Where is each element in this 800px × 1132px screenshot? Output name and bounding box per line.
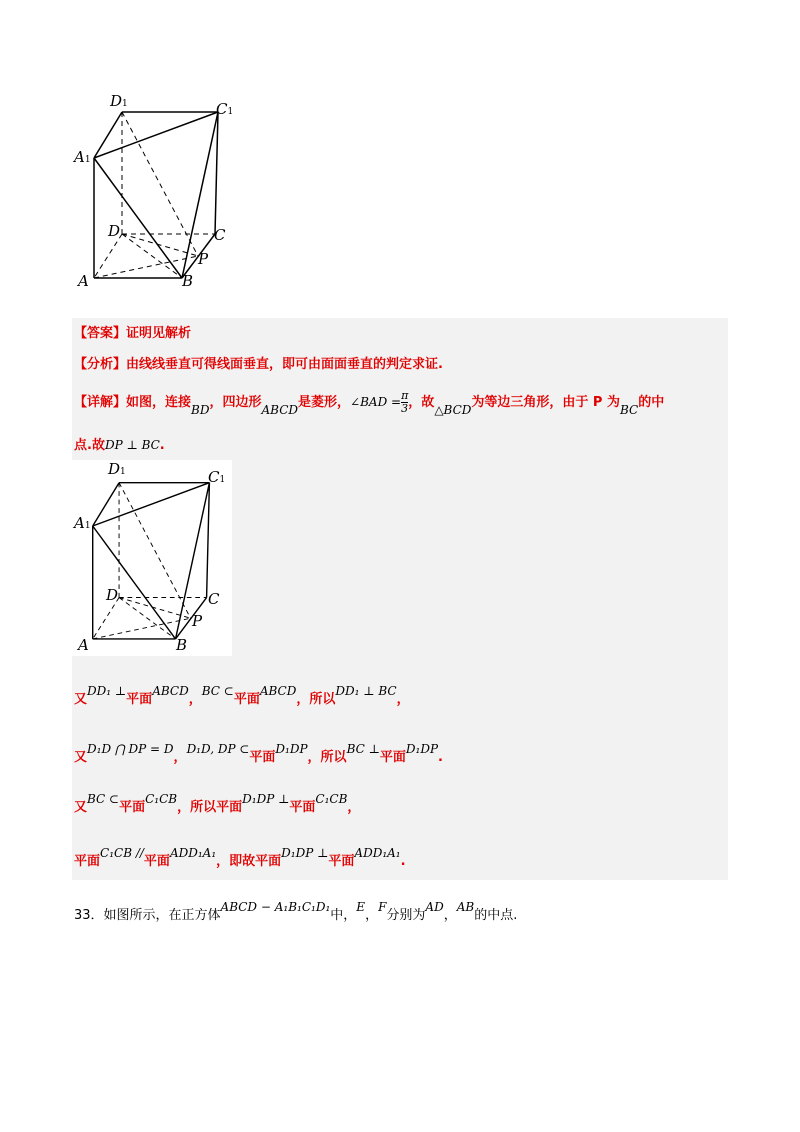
label-C1: C1 <box>208 468 226 486</box>
prism-diagram <box>72 460 232 656</box>
detail-text: 如图，连接 <box>126 395 192 410</box>
math-AB: AB <box>456 900 475 914</box>
answer-tag: 【答案】 <box>74 326 127 341</box>
detail-text: 的中 <box>638 395 665 410</box>
proof-line-3: 又BC ⊂平面C₁CB，所以平面D₁DP ⊥平面C₁CB， <box>74 792 361 815</box>
proof-line-1: 又DD₁ ⊥平面ABCD，BC ⊂平面ABCD，所以DD₁ ⊥ BC， <box>74 684 410 707</box>
math-fraction: $\frac{\pi}{3}$ <box>401 389 409 415</box>
label-D: D <box>108 222 121 240</box>
math-AD: AD <box>425 900 444 914</box>
math-E: E <box>356 900 366 914</box>
label-C1: C1 <box>216 100 234 118</box>
question-text: 33．如图所示，在正方体 <box>74 908 221 923</box>
detail-tag: 【详解】 <box>74 395 127 410</box>
analysis-tag: 【分析】 <box>74 357 127 372</box>
analysis-line <box>74 353 443 372</box>
prism-figure-answer <box>72 460 232 656</box>
label-D1: D1 <box>110 92 128 110</box>
label-A1: A1 <box>74 514 91 532</box>
detail-line-2 <box>74 434 165 453</box>
proof-line-2: 又D₁D ⋂ DP = D，D₁D, DP ⊂平面D₁DP，所以BC ⊥平面D₁DP. <box>74 742 443 765</box>
analysis-text: 由线线垂直可得线面垂直，即可由面面垂直的判定求证. <box>126 357 443 372</box>
math-BD: BD <box>191 403 210 417</box>
math-angle: ∠BAD = <box>350 395 402 409</box>
detail-line-1 <box>74 390 664 415</box>
label-A: A <box>78 272 89 290</box>
label-C: C <box>214 226 226 244</box>
math-F: F <box>378 900 387 914</box>
prism-diagram <box>72 92 242 292</box>
label-B: B <box>176 636 188 654</box>
detail-text: 点.故 <box>74 438 105 453</box>
math-triangle: △BCD <box>434 403 472 417</box>
answer-line <box>74 322 191 341</box>
detail-text: . <box>159 438 165 453</box>
math-BC: BC <box>619 403 639 417</box>
detail-text: 是菱形， <box>298 395 351 410</box>
detail-text: ，故 <box>408 395 435 410</box>
label-P: P <box>192 612 203 630</box>
label-D1: D1 <box>108 460 126 478</box>
detail-text: ，四边形 <box>209 395 262 410</box>
label-B: B <box>182 272 194 290</box>
label-D: D <box>106 586 119 604</box>
detail-text: 为等边三角形，由于 P 为 <box>471 395 620 410</box>
math-ABCD: ABCD <box>261 403 299 417</box>
math-cube: ABCD − A₁B₁C₁D₁ <box>220 900 331 914</box>
prism-figure-top <box>72 92 242 292</box>
label-P: P <box>198 250 209 268</box>
answer-text: 证明见解析 <box>126 326 192 341</box>
math-DP-perp-BC: DP ⊥ BC <box>104 438 160 452</box>
proof-line-4: 平面C₁CB //平面ADD₁A₁，即故平面D₁DP ⊥平面ADD₁A₁. <box>74 846 406 869</box>
label-C: C <box>208 590 220 608</box>
question-33: 33．如图所示，在正方体ABCD − A₁B₁C₁D₁中，E，F分别为AD，AB的中点. <box>74 900 518 923</box>
label-A: A <box>78 636 89 654</box>
label-A1: A1 <box>74 148 91 166</box>
